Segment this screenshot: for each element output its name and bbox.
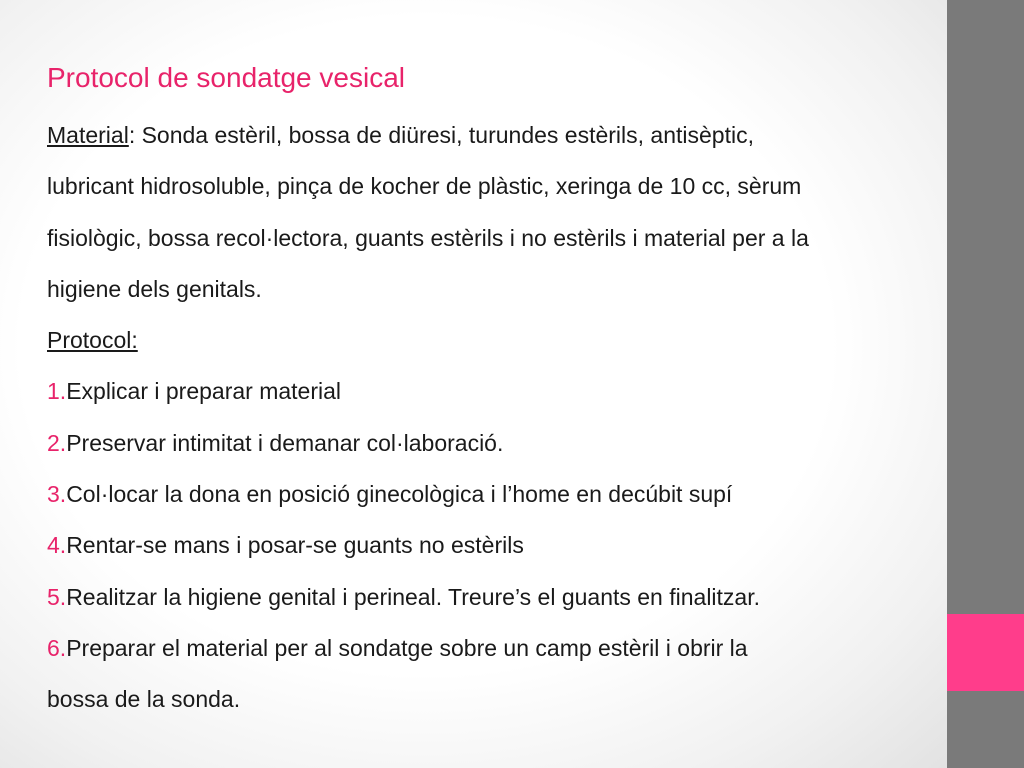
protocol-step-1: [47, 366, 927, 417]
protocol-step-2: [47, 418, 927, 469]
material-line-1: [47, 110, 927, 161]
step-text: Preparar el material per al sondatge sobre un camp estèril i obrir la: [66, 634, 748, 661]
material-text-1: Sonda estèril, bossa de diüresi, turundes estèrils, antisèptic,: [141, 122, 754, 148]
step-number: 1.: [47, 378, 67, 405]
material-label: Material: [47, 122, 129, 148]
step-number: 2.: [47, 429, 67, 456]
step-number: 6.: [47, 634, 67, 661]
step-text: Explicar i preparar material: [66, 378, 342, 405]
protocol-step-6-continuation: bossa de la sonda.: [47, 686, 241, 713]
material-colon: :: [128, 122, 136, 148]
slide-title: Protocol de sondatge vesical: [47, 62, 405, 93]
step-number: 3.: [47, 481, 67, 508]
protocol-step-6: [47, 623, 927, 674]
step-text: Realitzar la higiene genital i perineal. Treure’s el guants en finalitzar.: [66, 583, 761, 610]
protocol-label: Protocol:: [47, 327, 138, 354]
material-line-4: higiene dels genitals.: [47, 275, 262, 302]
protocol-step-5: [47, 572, 927, 623]
step-text: Preservar intimitat i demanar col·laboració.: [66, 429, 504, 456]
material-line-3: fisiològic, bossa recol·lectora, guants estèrils i no estèrils i material per a la: [47, 224, 809, 251]
step-text: Col·locar la dona en posició ginecològica i l’home en decúbit supí: [66, 481, 733, 508]
side-accent-decoration: [947, 614, 1024, 691]
slide-body: [47, 110, 927, 726]
protocol-label-line: [47, 315, 927, 366]
protocol-step-3: [47, 469, 927, 520]
step-text: Rentar-se mans i posar-se guants no estèrils: [66, 532, 524, 559]
step-number: 5.: [47, 583, 67, 610]
material-line-2: lubricant hidrosoluble, pinça de kocher de plàstic, xeringa de 10 cc, sèrum: [47, 173, 802, 200]
protocol-step-4: [47, 520, 927, 571]
step-number: 4.: [47, 532, 67, 559]
